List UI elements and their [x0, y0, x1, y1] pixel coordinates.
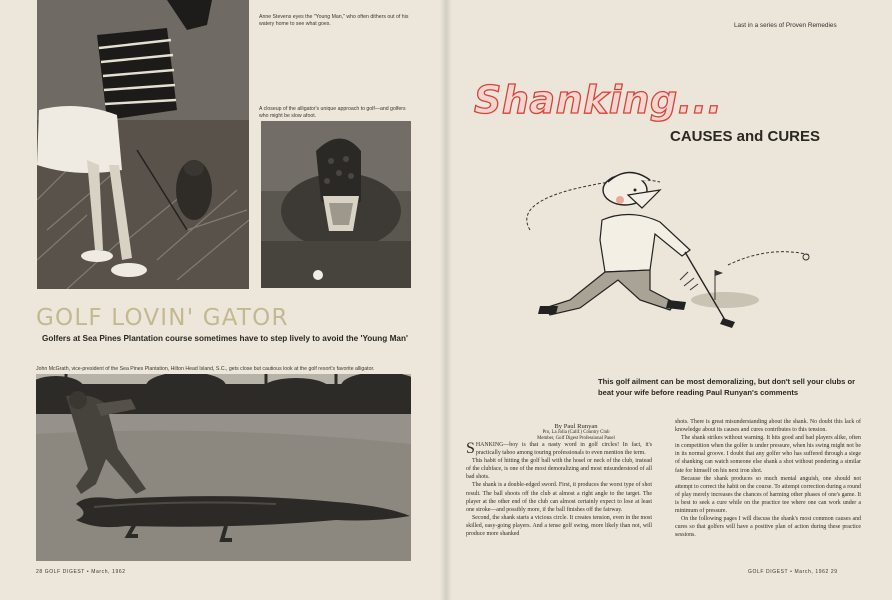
left-folio: 28 GOLF DIGEST • March, 1962 — [36, 569, 126, 575]
body-column-1 — [466, 441, 652, 538]
caption-john-mcgrath: John McGrath, vice-president of the Sea Pines Plantation, Hilton Head Island, S.C., gets close but cautious look at the golf resort's favorite alligator. — [36, 366, 375, 372]
title-shanking: Shanking... — [474, 78, 723, 122]
byline — [520, 423, 632, 442]
photo-man-with-gator — [36, 374, 411, 561]
paragraph: HANKING—boy is that a nasty word in golf circles! In fact, it's practically taboo among touring professionals to even mention the term. — [475, 442, 652, 457]
subhead-sea-pines: Golfers at Sea Pines Plantation course sometimes have to step lively to avoid the 'Young Man' — [42, 334, 408, 343]
drop-cap: S — [466, 440, 475, 457]
paragraph: shots. There is great misunderstanding about the shank. No doubt this lack of knowledge about its causes and cures contributes to this tension. — [675, 419, 861, 434]
headline-golf-lovin-gator: GOLF LOVIN' GATOR — [36, 305, 289, 331]
paragraph: The shank is a double-edged sword. First, it produces the worst type of shot result. The ball shoots off the club at almost a right angle to the target. The player at the other end of the club can almost certainly expect to lose at least one stroke—and possibly more, if the ball finishes off the fairway. — [466, 482, 652, 513]
intro-deck: This golf ailment can be most demoralizing, but don't sell your clubs or beat your wife before reading Paul Runyan's comments — [598, 377, 856, 397]
paragraph: This habit of hitting the golf ball with the hosel or neck of the club, instead of the clubface, is one of the most demoralizing and most misunderstood of all bad shots. — [466, 458, 652, 481]
body-column-2 — [675, 418, 861, 539]
caption-closeup: A closeup of the alligator's unique approach to golf—and golfers who might be slow afoot. — [259, 106, 406, 119]
right-folio: GOLF DIGEST • March, 1962 29 — [748, 569, 838, 575]
subtitle-causes-and-cures: CAUSES and CURES — [670, 128, 821, 145]
byline-member: Member, Golf Digest Professional Panel — [537, 436, 615, 441]
byline-pro: Pro, La Jolla (Calif.) Country Club — [542, 430, 610, 435]
byline-name: By Paul Runyan — [554, 423, 598, 430]
photo-woman-with-gator — [37, 0, 249, 289]
paragraph: On the following pages I will discuss the shank's most common causes and cures so that golfers will have a positive plan of action during these practice sessions. — [675, 516, 861, 539]
page-gutter — [440, 0, 452, 600]
photo-gator-closeup — [261, 121, 411, 288]
series-note: Last in a series of Proven Remedies — [734, 22, 837, 29]
caption-anne-stevens: Anne Stevens eyes the "Young Man," who often dithers out of his watery home to see what goes. — [259, 14, 409, 27]
cartoon-golfer-illustration — [510, 160, 840, 360]
paragraph: The shank strikes without warning. It hits good and bad players alike, often in competition when the golfer is under pressure, when his swing might not be in its normal groove. I doubt that any golfer who has suffered through a siege of shanking can watch someone else shank a shot without pondering a similar fate for himself on his next iron shot. — [675, 435, 861, 474]
paragraph: Because the shank produces so much mental anguish, one should not attempt to correct the habit on the course. To attempt correction during a round of play merely increases the chances of harming other phases of one's game. It is best to seek a cure while on the practice tee where one can work under a minimum of pressure. — [675, 475, 861, 515]
paragraph: Second, the shank starts a vicious circle. It creates tension, even in the most skilled, easy-going players. And a tense golf swing, more likely than not, will produce more shanked — [466, 514, 652, 538]
